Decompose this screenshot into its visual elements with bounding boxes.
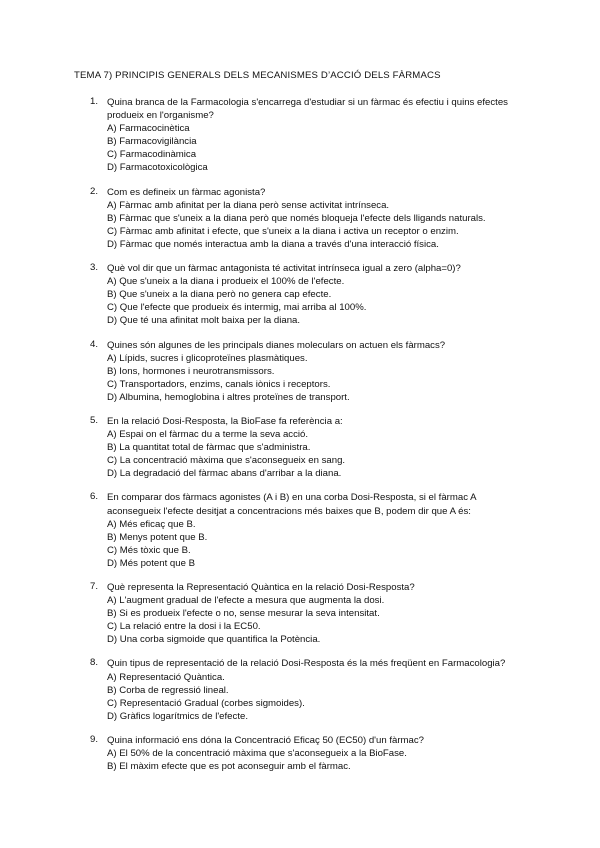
option-list xyxy=(107,594,517,646)
question-body xyxy=(107,262,517,327)
question-text: Què vol dir que un fàrmac antagonista té activitat intrínseca igual a zero (alpha=0)? xyxy=(107,263,461,275)
question-number: 6. xyxy=(90,491,99,503)
answer-option: B) Fàrmac que s'uneix a la diana però que només bloqueja l'efecte dels lligands naturals. xyxy=(107,212,486,224)
answer-option: A) El 50% de la concentració màxima que s'aconsegueix a la BioFase. xyxy=(107,748,407,760)
answer-option: A) Que s'uneix a la diana i produeix el 100% de l'efecte. xyxy=(107,276,345,288)
question-item xyxy=(0,491,600,570)
question-item xyxy=(0,734,600,773)
option-list xyxy=(107,352,517,404)
question-text: Quin tipus de representació de la relació Dosi-Resposta és la més freqüent en Farmacologia? xyxy=(107,658,506,670)
question-body xyxy=(107,491,517,570)
question-body xyxy=(107,96,517,175)
question-body xyxy=(107,186,517,251)
answer-option: C) La relació entre la dosi i la EC50. xyxy=(107,621,261,633)
answer-option: D) Farmacotoxicològica xyxy=(107,162,208,174)
answer-option: D) Gràfics logarítmics de l'efecte. xyxy=(107,710,248,722)
question-item xyxy=(0,415,600,480)
question-body xyxy=(107,339,517,404)
question-text: Què representa la Representació Quàntica en la relació Dosi-Resposta? xyxy=(107,582,415,593)
page-title: TEMA 7) PRINCIPIS GENERALS DELS MECANISMES D’ACCIÓ DELS FÀRMACS xyxy=(74,70,441,81)
answer-option: A) Espai on el fàrmac du a terme la seva acció. xyxy=(107,429,309,441)
answer-option: D) Que té una afinitat molt baixa per la diana. xyxy=(107,315,301,327)
question-body xyxy=(107,415,517,480)
answer-option: A) Farmacocinètica xyxy=(107,123,190,135)
question-text: En la relació Dosi-Resposta, la BioFase fa referència a: xyxy=(107,415,343,427)
answer-option: C) Que l'efecte que produeix és intermig, mai arriba al 100%. xyxy=(107,302,367,314)
answer-option: D) Fàrmac que només interactua amb la diana a través d'una interacció física. xyxy=(107,238,439,250)
answer-option: B) Ions, hormones i neurotransmissors. xyxy=(107,365,275,377)
question-text: Quines són algunes de les principals dianes moleculars on actuen els fàrmacs? xyxy=(107,339,446,351)
answer-option: C) Transportadors, enzims, canals iònics i receptors. xyxy=(107,378,331,390)
answer-option: B) La quantitat total de fàrmac que s'administra. xyxy=(107,442,311,454)
answer-option: B) Si es produeix l'efecte o no, sense mesurar la seva intensitat. xyxy=(107,608,380,620)
option-list xyxy=(107,199,517,251)
question-body xyxy=(107,734,517,773)
option-list xyxy=(107,747,517,773)
question-body xyxy=(107,657,517,722)
question-number: 1. xyxy=(90,96,99,107)
answer-option: D) Una corba sigmoide que quantifica la Potència. xyxy=(107,634,321,646)
answer-option: C) La concentració màxima que s'aconsegueix en sang. xyxy=(107,455,346,467)
answer-option: C) Més tòxic que B. xyxy=(107,544,191,556)
answer-option: D) La degradació del fàrmac abans d'arribar a la diana. xyxy=(107,468,342,480)
question-item xyxy=(0,96,600,175)
option-list xyxy=(107,122,517,174)
answer-option: C) Farmacodinàmica xyxy=(107,149,197,161)
question-item xyxy=(0,657,600,722)
question-text: Quina informació ens dóna la Concentració Eficaç 50 (EC50) d'un fàrmac? xyxy=(107,734,424,746)
answer-option: B) Corba de regressió lineal. xyxy=(107,684,229,696)
question-list xyxy=(0,96,600,784)
answer-option: B) Farmacovigilància xyxy=(107,136,197,148)
answer-option: B) El màxim efecte que es pot aconseguir amb el fàrmac. xyxy=(107,761,351,773)
answer-option: D) Albumina, hemoglobina i altres proteïnes de transport. xyxy=(107,391,350,403)
question-number: 2. xyxy=(90,185,99,197)
question-number: 7. xyxy=(90,581,99,592)
question-body xyxy=(107,581,517,646)
question-item xyxy=(0,186,600,251)
question-item xyxy=(0,339,600,404)
question-item xyxy=(0,581,600,646)
option-list xyxy=(107,518,517,570)
question-text: Com es defineix un fàrmac agonista? xyxy=(107,186,266,198)
answer-option: A) Fàrmac amb afinitat per la diana però sense activitat intrínseca. xyxy=(107,199,390,211)
answer-option: A) L'augment gradual de l'efecte a mesura que augmenta la dosi. xyxy=(107,595,385,607)
question-item xyxy=(0,262,600,327)
answer-option: B) Que s'uneix a la diana però no genera cap efecte. xyxy=(107,289,332,301)
question-number: 8. xyxy=(90,657,99,669)
option-list xyxy=(107,275,517,327)
answer-option: A) Lípids, sucres i glicoproteïnes plasmàtiques. xyxy=(107,352,308,364)
answer-option: C) Fàrmac amb afinitat i efecte, que s'uneix a la diana i activa un receptor o enzim. xyxy=(107,225,459,237)
question-number: 5. xyxy=(90,414,99,426)
question-number: 4. xyxy=(90,338,99,350)
option-list xyxy=(107,428,517,480)
question-text: En comparar dos fàrmacs agonistes (A i B) en una corba Dosi-Resposta, si el fàrmac A aconsegueix l'efecte desitjat a concentracions més baixes que B, podem dir que A és: xyxy=(107,492,476,517)
answer-option: C) Representació Gradual (corbes sigmoides). xyxy=(107,697,305,709)
question-text: Quina branca de la Farmacologia s'encarrega d'estudiar si un fàrmac és efectiu i quins efectes produeix en l'organisme? xyxy=(107,97,508,122)
option-list xyxy=(107,671,517,723)
answer-option: B) Menys potent que B. xyxy=(107,531,208,543)
answer-option: D) Més potent que B xyxy=(107,557,195,569)
question-number: 3. xyxy=(90,262,99,274)
answer-option: A) Representació Quàntica. xyxy=(107,671,225,683)
question-number: 9. xyxy=(90,733,99,745)
answer-option: A) Més eficaç que B. xyxy=(107,518,196,530)
